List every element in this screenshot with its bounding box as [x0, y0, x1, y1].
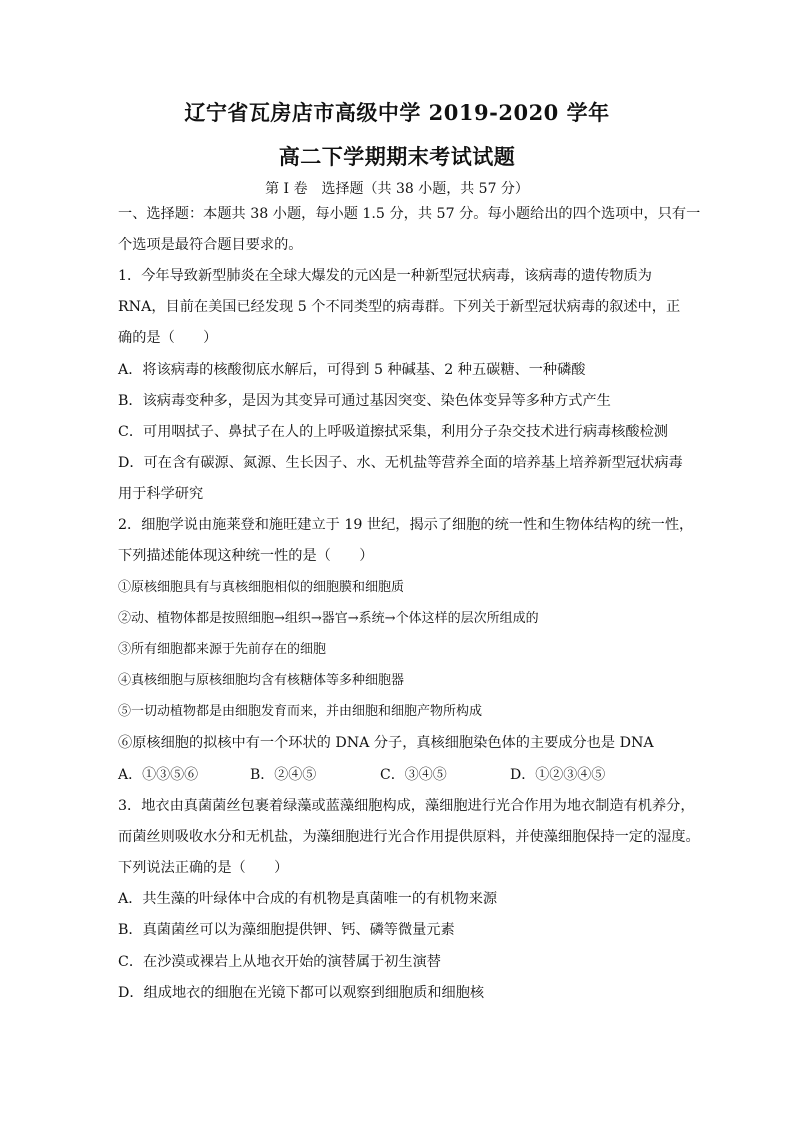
question-2-item: ①原核细胞具有与真核细胞相似的细胞膜和细胞质: [118, 580, 405, 595]
question-3-stem: 而菌丝则吸收水分和无机盐，为藻细胞进行光合作用提供原料，并使藻细胞保持一定的湿度。: [118, 829, 700, 845]
question-2-option-a: A．①③⑤⑥: [118, 767, 199, 783]
question-1-option-d: D．可在含有碳源、氮源、生长因子、水、无机盐等营养全面的培养基上培养新型冠状病毒: [118, 455, 683, 471]
question-3-stem: 下列说法正确的是（ ）: [118, 860, 289, 876]
question-2-item: ③所有细胞都来源于先前存在的细胞: [118, 642, 327, 657]
question-1-option-c: C．可用咽拭子、鼻拭子在人的上呼吸道擦拭采集，利用分子杂交技术进行病毒核酸检测: [118, 424, 668, 440]
exam-title-line2: 高二下学期期末考试试题: [278, 144, 516, 169]
question-2-item: ⑤一切动植物都是由细胞发育而来，并由细胞和细胞产物所构成: [118, 704, 483, 719]
question-1-option-a: A．将该病毒的核酸彻底水解后，可得到 5 种碱基、2 种五碳糖、一种磷酸: [118, 362, 586, 378]
question-1-option-b: B．该病毒变种多，是因为其变异可通过基因突变、染色体变异等多种方式产生: [118, 393, 611, 409]
question-2-stem: 下列描述能体现这种统一性的是（ ）: [118, 548, 374, 564]
question-3-option-c: C．在沙漠或裸岩上从地衣开始的演替属于初生演替: [118, 954, 441, 970]
question-3-option-b: B．真菌菌丝可以为藻细胞提供钾、钙、磷等微量元素: [118, 922, 455, 938]
question-2-item: ⑥原核细胞的拟核中有一个环状的 DNA 分子，真核细胞染色体的主要成分也是 DNA: [118, 735, 654, 751]
question-3-stem: 3．地衣由真菌菌丝包裹着绿藻或蓝藻细胞构成，藻细胞进行光合作用为地衣制造有机养分，: [118, 798, 695, 814]
question-2-option-b: B．②④⑤: [250, 767, 317, 783]
question-1-stem: RNA，目前在美国已经发现 5 个不同类型的病毒群。下列关于新型冠状病毒的叙述中，正: [118, 299, 681, 315]
question-1-option-d: 用于科学研究: [118, 486, 204, 502]
question-2-item: ②动、植物体都是按照细胞→组织→器官→系统→个体这样的层次所组成的: [118, 611, 539, 626]
question-2-option-c: C．③④⑤: [380, 767, 447, 783]
section-heading: 第 I 卷 选择题（共 38 小题，共 57 分）: [265, 181, 529, 197]
question-2-stem: 2．细胞学说由施莱登和施旺建立于 19 世纪，揭示了细胞的统一性和生物体结构的统一性，: [118, 517, 694, 533]
instructions-line: 一、选择题：本题共 38 小题，每小题 1.5 分，共 57 分。每小题给出的四个选项中，只有一: [118, 206, 701, 222]
question-1-stem: 确的是（ ）: [118, 330, 218, 346]
question-2-item: ④真核细胞与原核细胞均含有核糖体等多种细胞器: [118, 673, 405, 688]
instructions-line: 个选项是最符合题目要求的。: [118, 237, 303, 253]
question-1-stem: 1．今年导致新型肺炎在全球大爆发的元凶是一种新型冠状病毒，该病毒的遗传物质为: [118, 268, 652, 284]
question-3-option-a: A．共生藻的叶绿体中合成的有机物是真菌唯一的有机物来源: [118, 891, 498, 907]
exam-title-line1: 辽宁省瓦房店市高级中学 2019-2020 学年: [184, 100, 610, 125]
question-3-option-d: D．组成地衣的细胞在光镜下都可以观察到细胞质和细胞核: [118, 985, 485, 1001]
question-2-option-d: D．①②③④⑤: [510, 767, 606, 783]
